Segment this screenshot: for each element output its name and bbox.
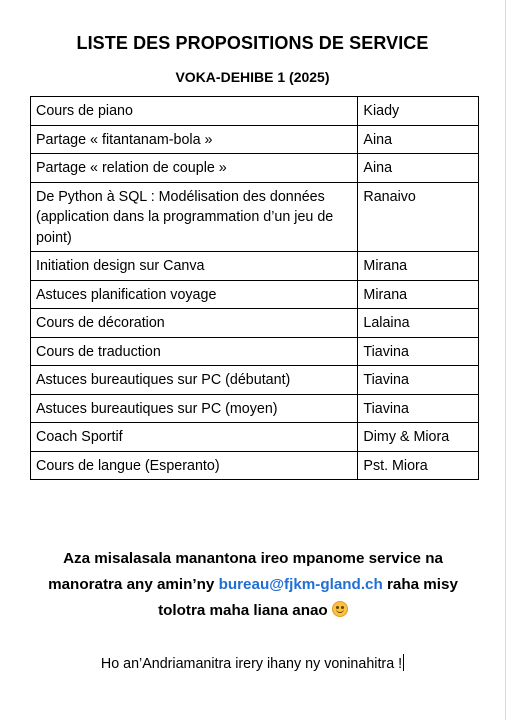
provider-cell: Kiady (358, 97, 479, 126)
provider-cell: Pst. Miora (358, 451, 479, 480)
document-subtitle: VOKA-DEHIBE 1 (2025) (175, 69, 330, 85)
service-cell: Partage « fitantanam-bola » (31, 125, 358, 154)
message-line-2-end: raha misy (382, 576, 458, 593)
table-row (31, 337, 479, 366)
table-row (31, 366, 479, 395)
text-cursor (403, 654, 404, 671)
contact-message (40, 546, 466, 624)
table-row (31, 309, 479, 338)
table-row (31, 182, 479, 252)
table-row (31, 97, 479, 126)
table-row (31, 423, 479, 452)
provider-cell: Tiavina (358, 366, 479, 395)
document-title: LISTE DES PROPOSITIONS DE SERVICE (76, 33, 429, 53)
table-row (31, 394, 479, 423)
message-line-2-start: manoratra any amin’ny (48, 576, 219, 593)
service-cell: Astuces planification voyage (31, 280, 358, 309)
service-cell: Coach Sportif (31, 423, 358, 452)
services-table-body (31, 97, 479, 480)
smiling-face-emoji-icon (332, 601, 348, 617)
service-cell: Cours de décoration (31, 309, 358, 338)
table-row (31, 125, 479, 154)
table-row (31, 451, 479, 480)
service-cell: Astuces bureautiques sur PC (moyen) (31, 394, 358, 423)
service-cell: De Python à SQL : Modélisation des données (application dans la programmation d’un jeu de point) (31, 182, 358, 252)
provider-cell: Ranaivo (358, 182, 479, 252)
provider-cell: Tiavina (358, 337, 479, 366)
closing-blessing (0, 654, 505, 672)
service-cell: Cours de piano (31, 97, 358, 126)
service-cell: Cours de traduction (31, 337, 358, 366)
provider-cell: Aina (358, 125, 479, 154)
message-line-1: Aza misalasala manantona ireo mpanome service na (63, 550, 443, 567)
service-cell: Astuces bureautiques sur PC (débutant) (31, 366, 358, 395)
provider-cell: Tiavina (358, 394, 479, 423)
provider-cell: Lalaina (358, 309, 479, 338)
message-line-3: tolotra maha liana anao (158, 602, 328, 619)
service-cell: Cours de langue (Esperanto) (31, 451, 358, 480)
provider-cell: Mirana (358, 280, 479, 309)
service-cell: Partage « relation de couple » (31, 154, 358, 183)
service-cell: Initiation design sur Canva (31, 252, 358, 281)
provider-cell: Aina (358, 154, 479, 183)
table-row (31, 280, 479, 309)
provider-cell: Mirana (358, 252, 479, 281)
table-row (31, 252, 479, 281)
provider-cell: Dimy & Miora (358, 423, 479, 452)
table-row (31, 154, 479, 183)
email-link[interactable]: bureau@fjkm-gland.ch (218, 576, 383, 593)
services-table (30, 96, 479, 480)
closing-text: Ho an’Andriamanitra irery ihany ny voninahitra ! (100, 656, 403, 672)
